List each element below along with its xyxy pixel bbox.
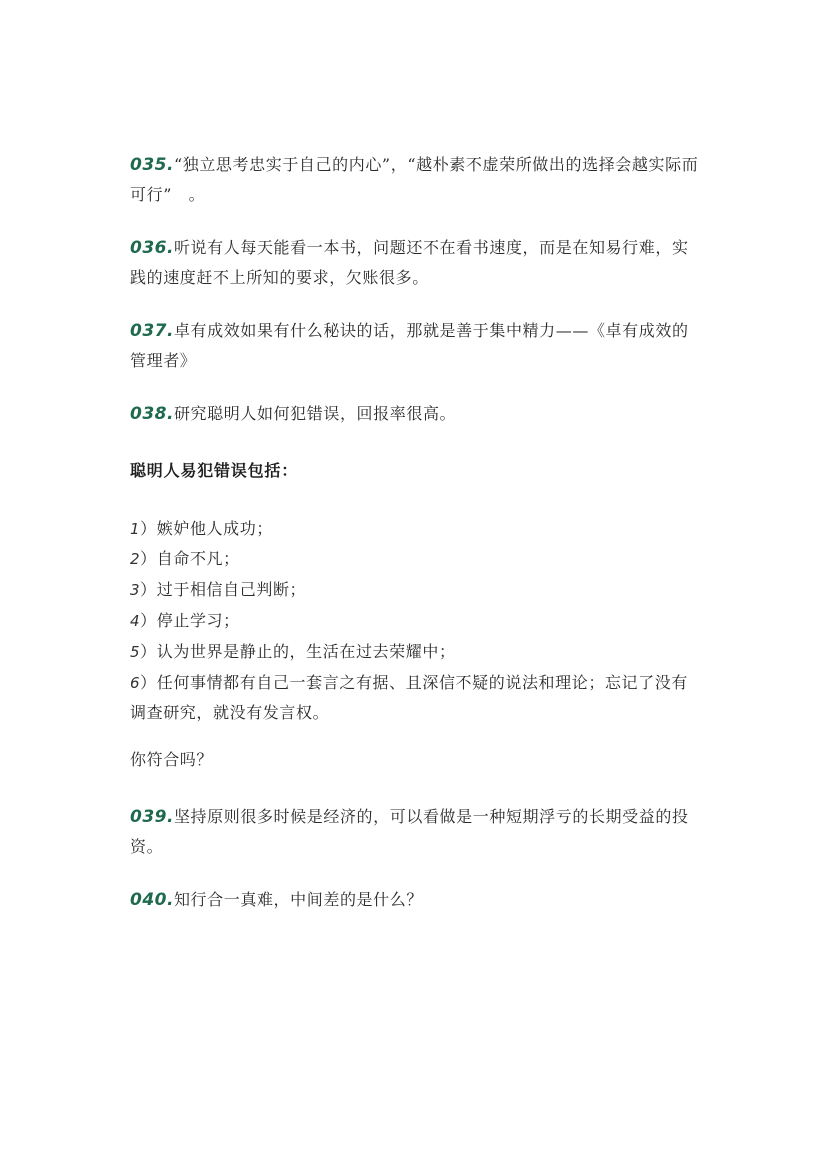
list-number: 2	[130, 550, 141, 568]
list-text: ）任何事情都有自己一套言之有据、且深信不疑的说法和理论；忘记了没有调查研究，就没有发言权。	[130, 673, 688, 722]
item-036	[130, 233, 700, 292]
item-number: 037.	[130, 321, 174, 341]
list-number: 5	[130, 643, 141, 661]
item-038	[130, 399, 700, 429]
list-item-3	[130, 575, 700, 605]
item-text: 坚持原则很多时候是经济的，可以看做是一种短期浮亏的长期受益的投资。	[130, 807, 689, 856]
item-number: 036.	[130, 238, 174, 258]
list-number: 6	[130, 674, 141, 692]
question-text: 你符合吗？	[130, 750, 214, 769]
item-number: 035.	[130, 155, 174, 175]
list-text: ）认为世界是静止的，生活在过去荣耀中；	[140, 642, 456, 661]
list-item-1	[130, 514, 700, 544]
item-number: 040.	[130, 890, 174, 910]
item-039	[130, 802, 700, 861]
item-number: 039.	[130, 807, 174, 827]
item-040	[130, 885, 700, 915]
item-text: 卓有成效如果有什么秘诀的话，那就是善于集中精力——《卓有成效的管理者》	[130, 321, 689, 370]
list-text: ）停止学习；	[140, 611, 240, 630]
list-text: ）嫉妒他人成功；	[140, 519, 273, 538]
item-037	[130, 316, 700, 375]
item-text: “独立思考忠实于自己的内心”，“越朴素不虚荣所做出的选择会越实际而可行” 。	[130, 155, 699, 204]
item-text: 知行合一真难，中间差的是什么？	[173, 890, 423, 909]
list-number: 3	[130, 581, 141, 599]
list-item-4	[130, 606, 700, 636]
item-text: 研究聪明人如何犯错误，回报率很高。	[173, 404, 457, 423]
item-text: 听说有人每天能看一本书，问题还不在看书速度，而是在知易行难，实践的速度赶不上所知的要求，欠账很多。	[130, 238, 689, 287]
list-item-2	[130, 544, 700, 574]
section-heading: 聪明人易犯错误包括：	[130, 461, 299, 480]
list-number: 4	[130, 612, 141, 630]
list-item-6	[130, 668, 700, 727]
list-number: 1	[130, 520, 141, 538]
item-number: 038.	[130, 404, 174, 424]
item-035	[130, 150, 700, 209]
list-text: ）自命不凡；	[140, 549, 240, 568]
list-text: ）过于相信自己判断；	[140, 580, 307, 599]
list-item-5	[130, 637, 700, 667]
